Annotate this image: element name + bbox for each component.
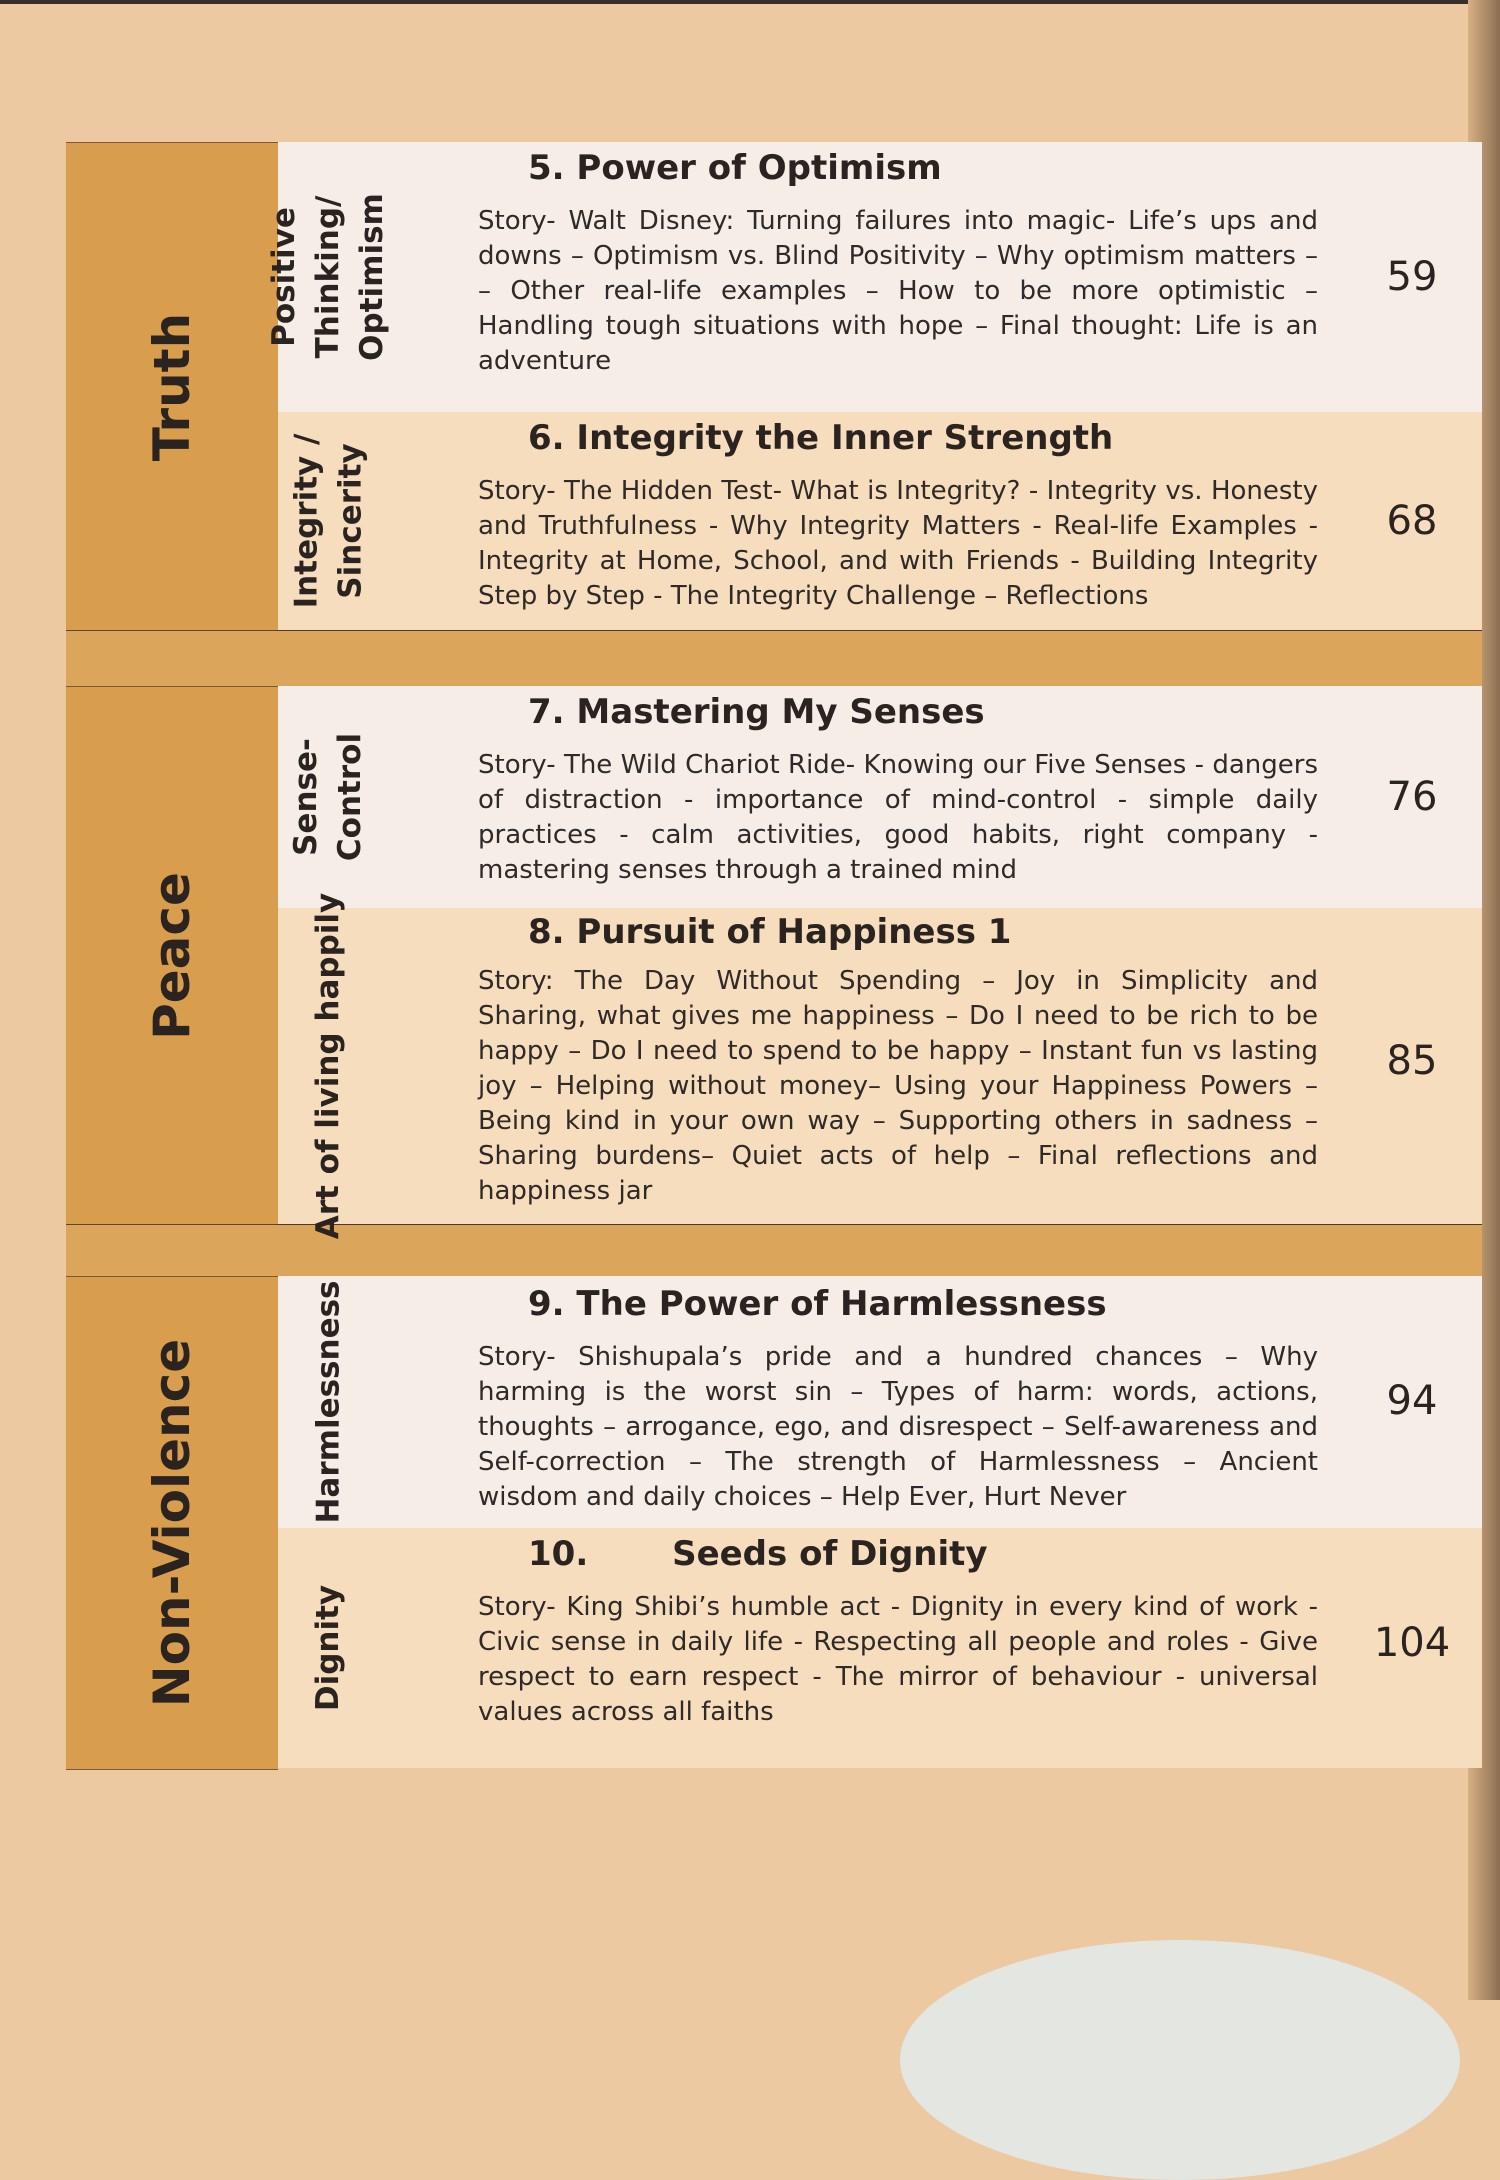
theme-truth	[66, 142, 278, 632]
value-label-cell	[278, 1528, 378, 1768]
value-label	[284, 733, 372, 861]
page-top-edge	[0, 0, 1500, 4]
lesson-description: Story- Shishupala’s pride and a hundred chances – Why harming is the worst sin – Types of harm: words, actions, thoughts – arrogance, ego, and disrespect – Self-awareness and Self-correction – The strength of Harmlessness – Ancient wisdom and daily choices – Help Ever, Hurt Never	[478, 1342, 1318, 1512]
lesson-title-text: Seeds of Dignity	[672, 1534, 988, 1574]
lesson-number: 9.	[528, 1284, 565, 1324]
lesson-title	[528, 912, 1011, 952]
value-label-line: Sense-	[288, 738, 324, 856]
theme-non-violence	[66, 1276, 278, 1770]
lesson-title-text: Integrity the Inner Strength	[576, 418, 1114, 458]
lesson-description: Story- Walt Disney: Turning failures into magic- Life’s ups and downs – Optimism vs. Blind Positivity – Why optimism matters – – Other real-life examples – How to be more optimistic – Handling tough situations with hope – Final thought: Life is an adventure	[478, 206, 1318, 376]
value-label-cell	[278, 892, 378, 1240]
lesson-row	[278, 1276, 1482, 1529]
value-label-line: Harmlessness	[310, 1280, 347, 1524]
lesson-row	[278, 412, 1482, 631]
lesson-row	[278, 892, 1482, 1240]
value-label	[306, 1280, 350, 1523]
lesson-title	[528, 692, 985, 732]
theme-label: Peace	[142, 872, 201, 1040]
value-label	[306, 893, 350, 1239]
value-label-line: Control	[332, 732, 368, 862]
lesson-description: Story- King Shibi’s humble act - Dignity in every kind of work - Civic sense in daily life - Respecting all people and roles - Give respect to earn respect - The mirror of behaviour - universal values across all faiths	[478, 1592, 1318, 1727]
section-divider-band	[66, 1224, 1482, 1278]
page-number: 68	[1386, 498, 1438, 544]
lesson-row	[278, 1528, 1482, 1768]
lesson-title	[528, 1534, 988, 1574]
page-number: 94	[1386, 1378, 1438, 1424]
value-label-line: Sincerity	[332, 443, 369, 599]
background-shape	[900, 1940, 1460, 2180]
value-label-line: Positive	[266, 207, 303, 347]
section-divider-band	[66, 630, 1482, 688]
lesson-row	[278, 686, 1482, 909]
lesson-number: 7.	[528, 692, 565, 732]
lesson-title-text: Pursuit of Happiness 1	[576, 912, 1012, 952]
value-label-cell	[278, 412, 378, 630]
lesson-number: 8.	[528, 912, 565, 952]
value-label	[284, 434, 372, 609]
lesson-description: Story: The Day Without Spending – Joy in Simplicity and Sharing, what gives me happiness – Do I need to be rich to be happy – Do I need to spend to be happy – Instant fun vs lasting joy – Helping without money– Using your Happiness Powers – Being kind in your own way – Supporting others in sadness – Sharing burdens– Quiet acts of help – Final reflections and happiness jar	[478, 966, 1318, 1206]
value-label-line: Optimism	[354, 193, 391, 361]
lesson-row	[266, 142, 1482, 413]
theme-label: Truth	[143, 312, 201, 462]
page-number: 85	[1386, 1038, 1438, 1084]
lesson-title	[528, 1284, 1107, 1324]
page-number: 59	[1386, 254, 1438, 300]
theme-label: Non-Violence	[143, 1338, 202, 1708]
value-label	[306, 1585, 350, 1711]
value-label-line: Thinking/	[310, 195, 347, 359]
lesson-title-text: The Power of Harmlessness	[576, 1284, 1107, 1324]
table-of-contents	[66, 142, 1482, 1768]
lesson-description: Story- The Wild Chariot Ride- Knowing our Five Senses - dangers of distraction - importance of mind-control - simple daily practices - calm activities, good habits, right company - mastering senses through a trained mind	[478, 750, 1318, 885]
lesson-title-text: Power of Optimism	[576, 148, 942, 188]
value-label-cell	[278, 1276, 378, 1528]
lesson-title	[528, 418, 1113, 458]
page-number: 104	[1373, 1620, 1451, 1666]
lesson-title	[528, 148, 942, 188]
theme-peace	[66, 686, 278, 1226]
page-number: 76	[1386, 774, 1438, 820]
value-label-line: Dignity	[310, 1584, 346, 1712]
lesson-number: 10.	[528, 1534, 589, 1574]
value-label-line: Integrity /	[288, 433, 325, 609]
value-label-line: Art of living happily	[310, 892, 346, 1240]
lesson-title-text: Mastering My Senses	[576, 692, 985, 732]
lesson-number: 5.	[528, 148, 565, 188]
value-label	[262, 193, 394, 361]
value-label-cell	[278, 686, 378, 908]
value-label-cell	[266, 142, 391, 412]
lesson-number: 6.	[528, 418, 565, 458]
lesson-description: Story- The Hidden Test- What is Integrity? - Integrity vs. Honesty and Truthfulness - Why Integrity Matters - Real-life Examples - Integrity at Home, School, and with Friends - Building Integrity Step by Step - The Integrity Challenge – Reflections	[478, 476, 1318, 611]
